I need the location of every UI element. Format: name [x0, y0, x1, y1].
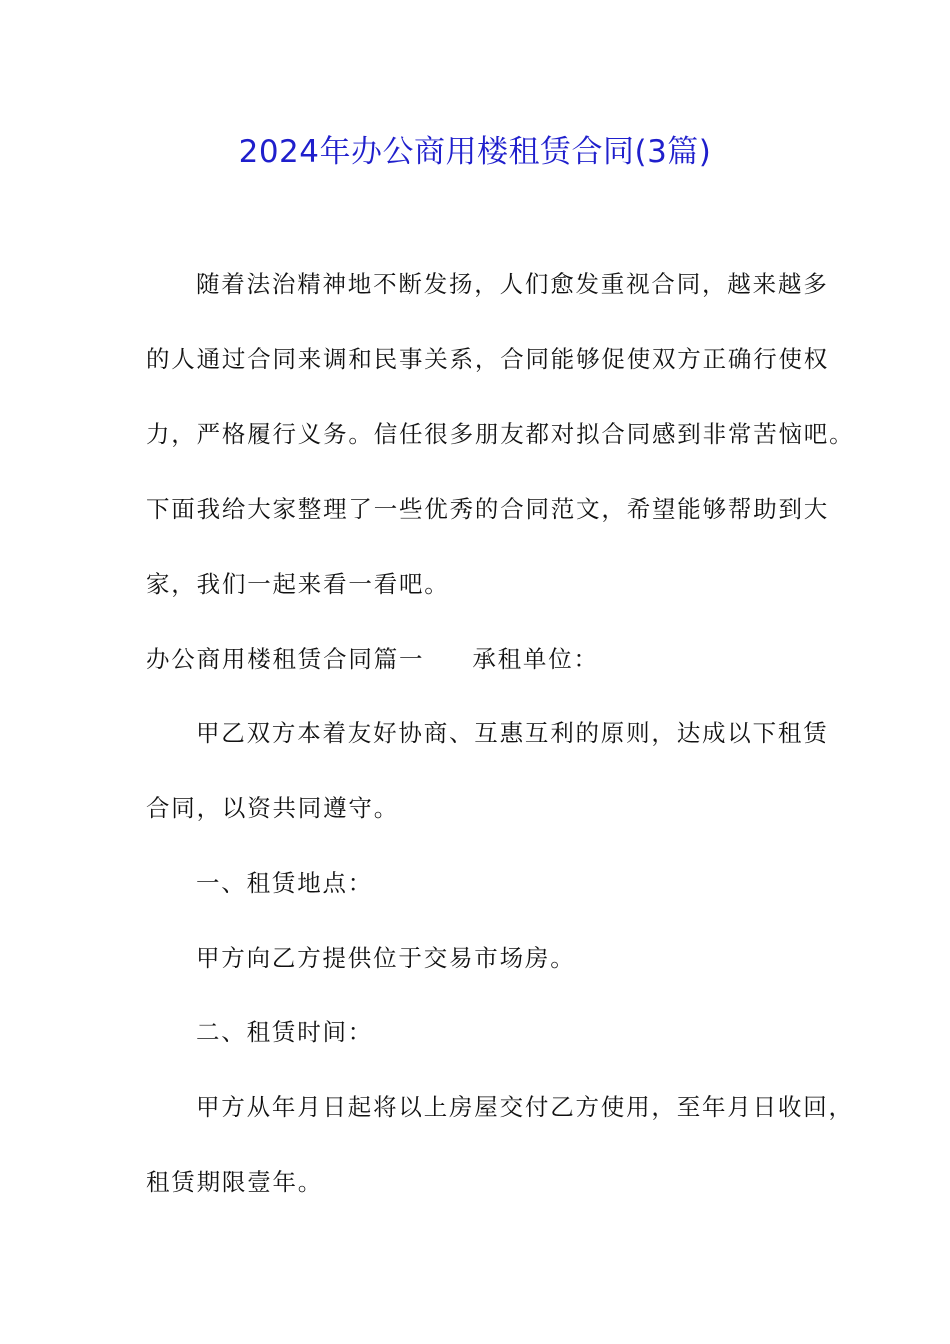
section-heading: 办公商用楼租赁合同篇一	[146, 645, 425, 673]
intro-line-1: 随着法治精神地不断发扬，人们愈发重视合同，越来越多	[196, 270, 829, 298]
agreement-line-1: 甲乙双方本着友好协商、互惠互利的原则，达成以下租赁	[196, 719, 829, 747]
clause-2-line-1: 甲方从年月日起将以上房屋交付乙方使用，至年月日收回，	[196, 1093, 854, 1121]
section-party-label: 承租单位：	[472, 645, 599, 673]
intro-line-2: 的人通过合同来调和民事关系，合同能够促使双方正确行使权	[146, 345, 830, 373]
agreement-line-2: 合同，以资共同遵守。	[146, 794, 399, 822]
clause-1-text: 甲方向乙方提供位于交易市场房。	[196, 944, 576, 972]
intro-line-4: 下面我给大家整理了一些优秀的合同范文，希望能够帮助到大	[146, 495, 830, 523]
clause-1-heading: 一、租赁地点：	[196, 869, 374, 897]
intro-line-5: 家，我们一起来看一看吧。	[146, 570, 450, 598]
section-heading-line	[146, 643, 599, 675]
clause-2-heading: 二、租赁时间：	[196, 1018, 374, 1046]
clause-2-line-2: 租赁期限壹年。	[146, 1168, 324, 1196]
document-title: 2024年办公商用楼租赁合同(3篇)	[238, 134, 712, 170]
intro-line-3: 力，严格履行义务。信任很多朋友都对拟合同感到非常苦恼吧。	[146, 420, 855, 448]
